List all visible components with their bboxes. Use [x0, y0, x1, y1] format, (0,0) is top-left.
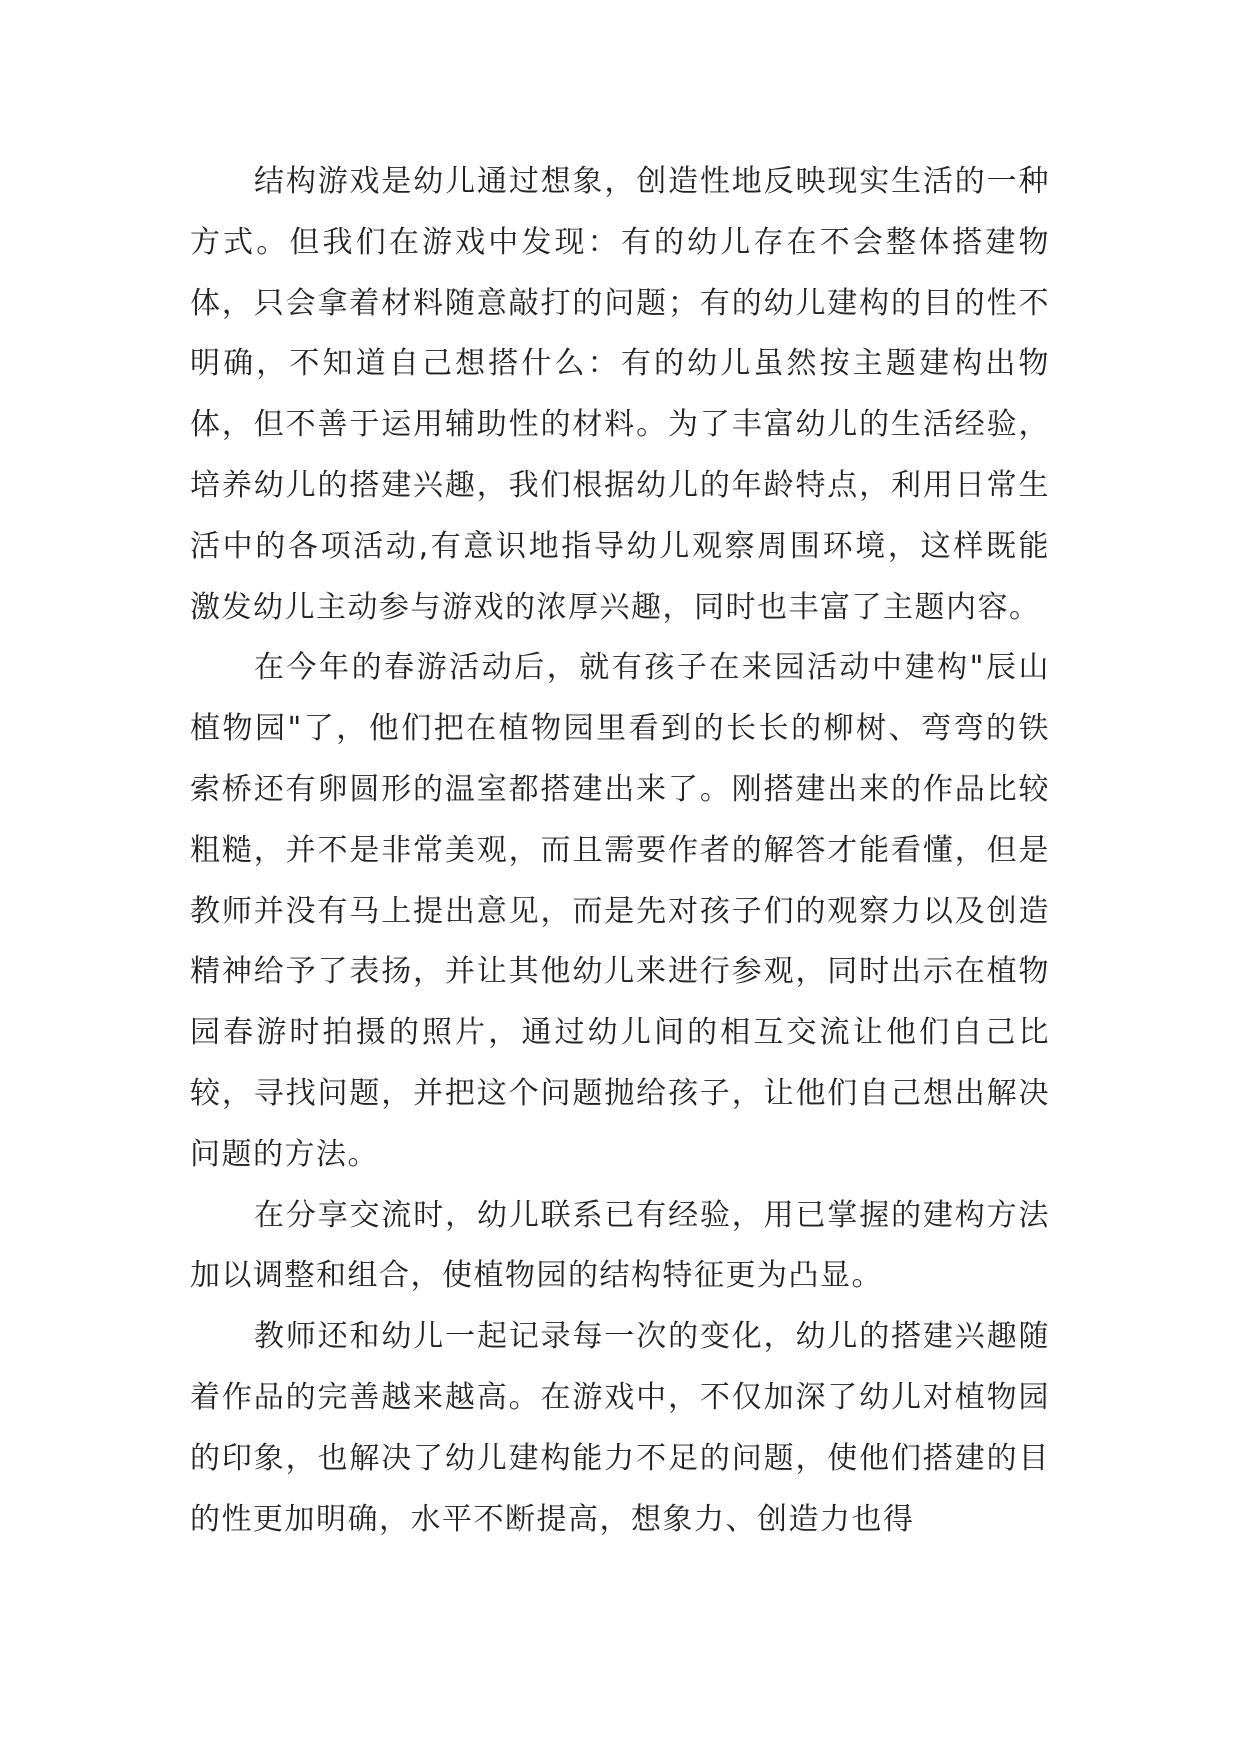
paragraph-sharing-exchange: 在分享交流时，幼儿联系已有经验，用已掌握的建构方法加以调整和组合，使植物园的结构特征更为凸显。 — [190, 1197, 1050, 1294]
document-body — [190, 152, 1050, 1550]
paragraph-structure-play: 结构游戏是幼儿通过想象，创造性地反映现实生活的一种方式。但我们在游戏中发现：有的幼儿存在不会整体搭建物体，只会拿着材料随意敲打的问题；有的幼儿建构的目的性不明确，不知道自己想搭什么：有的幼儿虽然按主题建构出物体，但不善于运用辅助性的材料。为了丰富幼儿的生活经验，培养幼儿的搭建兴趣，我们根据幼儿的年龄特点，利用日常生活中的各项活动,有意识地指导幼儿观察周围环境，这样既能激发幼儿主动参与游戏的浓厚兴趣，同时也丰富了主题内容。 — [190, 164, 1050, 625]
paragraph-spring-outing: 在今年的春游活动后，就有孩子在来园活动中建构"辰山植物园"了，他们把在植物园里看到的长长的柳树、弯弯的铁索桥还有卵圆形的温室都搭建出来了。刚搭建出来的作品比较粗糙，并不是非常美观，而且需要作者的解答才能看懂，但是教师并没有马上提出意见，而是先对孩子们的观察力以及创造精神给予了表扬，并让其他幼儿来进行参观，同时出示在植物园春游时拍摄的照片，通过幼儿间的相互交流让他们自己比较，寻找问题，并把这个问题抛给孩子，让他们自己想出解决问题的方法。 — [190, 650, 1050, 1172]
paragraph-teacher-recording: 教师还和幼儿一起记录每一次的变化，幼儿的搭建兴趣随着作品的完善越来越高。在游戏中，不仅加深了幼儿对植物园的印象，也解决了幼儿建构能力不足的问题，使他们搭建的目的性更加明确，水平不断提高，想象力、创造力也得 — [190, 1319, 1050, 1537]
